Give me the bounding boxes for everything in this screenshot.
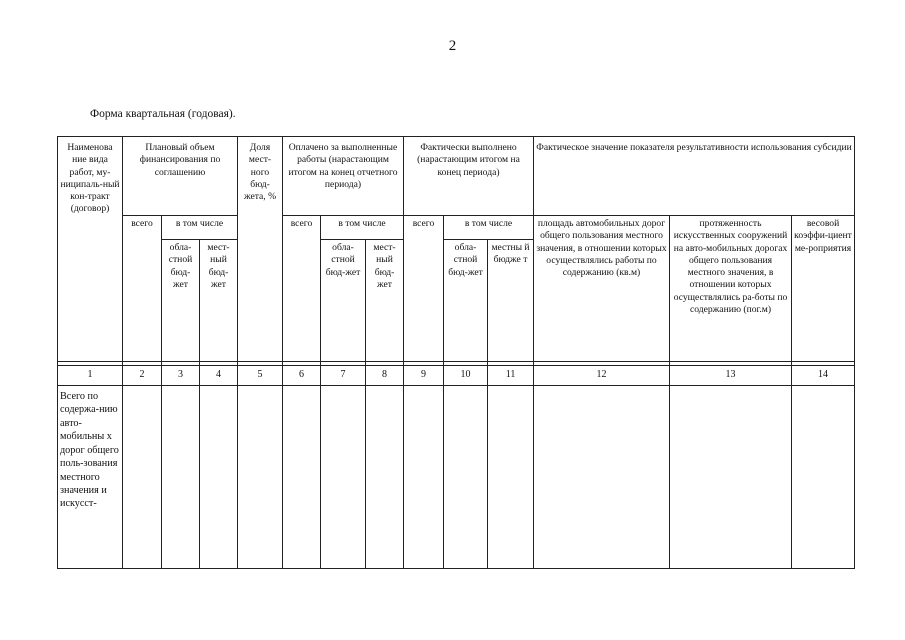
header-weight-coefficient: весовой коэффи-циент ме-роприятия xyxy=(792,216,855,362)
column-number: 5 xyxy=(238,366,283,386)
column-number: 7 xyxy=(321,366,366,386)
header-plan-total: всего xyxy=(123,216,162,362)
row-work-name: Всего по содержа-нию авто-мобильны х дорог общего поль-зования местного значения и искусст- xyxy=(58,385,123,568)
header-paid-local: мест-ный бюд-жет xyxy=(366,240,404,362)
cell-road-area[interactable] xyxy=(534,385,670,568)
header-done-including: в том числе xyxy=(444,216,534,240)
cell-weight-coefficient[interactable] xyxy=(792,385,855,568)
header-plan-local: мест-ный бюд-жет xyxy=(200,240,238,362)
table-row xyxy=(58,385,855,568)
header-paid-total: всего xyxy=(283,216,321,362)
header-work-name: Наименова ние вида работ, му-ниципаль-ный кон-тракт (договор) xyxy=(58,137,123,362)
header-done-local: местны й бюдже т xyxy=(488,240,534,362)
column-number: 4 xyxy=(200,366,238,386)
header-done-regional: обла-стной бюд-жет xyxy=(444,240,488,362)
column-number: 9 xyxy=(404,366,444,386)
column-number: 14 xyxy=(792,366,855,386)
cell-done-total[interactable] xyxy=(404,385,444,568)
cell-local-share[interactable] xyxy=(238,385,283,568)
header-plan-regional: обла-стной бюд-жет xyxy=(162,240,200,362)
header-indicator-value: Фактическое значение показателя результативности использования субсидии xyxy=(534,137,855,216)
column-number-row xyxy=(58,366,855,386)
column-number: 13 xyxy=(670,366,792,386)
column-number: 12 xyxy=(534,366,670,386)
report-table xyxy=(57,136,855,569)
cell-plan-total[interactable] xyxy=(123,385,162,568)
header-planned-funding: Плановый объем финансирования по соглашению xyxy=(123,137,238,216)
cell-done-local[interactable] xyxy=(488,385,534,568)
cell-paid-regional[interactable] xyxy=(321,385,366,568)
column-number: 6 xyxy=(283,366,321,386)
cell-paid-local[interactable] xyxy=(366,385,404,568)
column-number: 3 xyxy=(162,366,200,386)
header-done-total: всего xyxy=(404,216,444,362)
column-number: 1 xyxy=(58,366,123,386)
cell-structures-length[interactable] xyxy=(670,385,792,568)
header-plan-including: в том числе xyxy=(162,216,238,240)
cell-plan-local[interactable] xyxy=(200,385,238,568)
header-paid-including: в том числе xyxy=(321,216,404,240)
header-local-budget-share: Доля мест-ного бюд-жета, % xyxy=(238,137,283,362)
header-paid-regional: обла-стной бюд-жет xyxy=(321,240,366,362)
header-structures-length: протяженность искусственных сооружений на авто-мобильных дорогах общего пользования местного значения, в отношении которых осуществлялись ра-боты по содержанию (пог.м) xyxy=(670,216,792,362)
column-number: 8 xyxy=(366,366,404,386)
header-actually-done: Фактически выполнено (нарастающим итогом на конец периода) xyxy=(404,137,534,216)
cell-plan-regional[interactable] xyxy=(162,385,200,568)
header-road-area: площадь автомобильных дорог общего пользования местного значения, в отношении которых осуществлялись работы по содержанию (кв.м) xyxy=(534,216,670,362)
page-number: 2 xyxy=(448,38,457,54)
column-number: 11 xyxy=(488,366,534,386)
column-number: 2 xyxy=(123,366,162,386)
header-paid-works: Оплачено за выполненные работы (нарастающим итогом на конец отчетного периода) xyxy=(283,137,404,216)
cell-done-regional[interactable] xyxy=(444,385,488,568)
cell-paid-total[interactable] xyxy=(283,385,321,568)
column-number: 10 xyxy=(444,366,488,386)
form-caption: Форма квартальная (годовая). xyxy=(90,108,236,120)
